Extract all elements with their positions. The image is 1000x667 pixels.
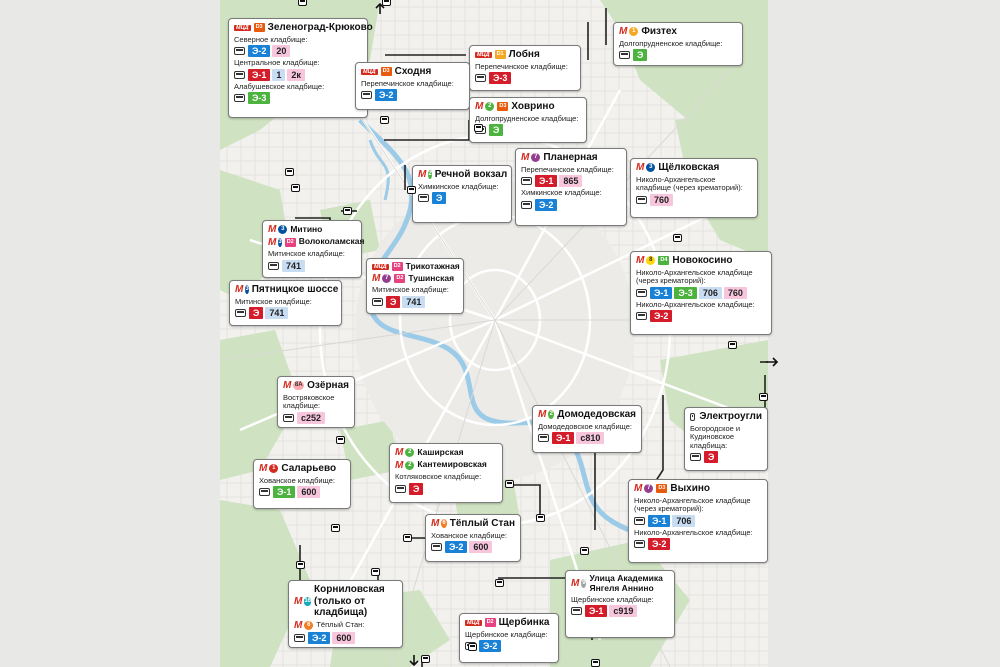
station-name: Трикотажная (405, 261, 460, 271)
route-badge[interactable]: Э-1 (585, 605, 607, 617)
route-list (259, 486, 345, 498)
station-name: Домодедовская (557, 409, 636, 420)
cemetery-name: Северное кладбище: (234, 34, 308, 44)
mcd-line-badge: D2 (486, 619, 494, 626)
metro-line-badge: 7 (531, 153, 540, 162)
metro-line-badge: 8 (646, 256, 655, 265)
route-badge[interactable]: Э-3 (674, 287, 696, 299)
bus-stop-icon[interactable] (291, 184, 300, 192)
station-title (372, 273, 458, 285)
bus-icon (268, 262, 279, 270)
route-badge[interactable]: 600 (469, 541, 492, 553)
cemetery-name: Митинское кладбище: (235, 296, 312, 306)
route-badge[interactable]: 706 (699, 287, 722, 299)
cemetery-name: Щербинское кладбище: (465, 629, 548, 639)
cemetery-name: Хованское кладбище: (259, 475, 335, 485)
station-title (283, 380, 349, 392)
station-title (294, 584, 397, 619)
mcd-line-badge: D3 (658, 485, 666, 492)
bus-icon (431, 543, 442, 551)
route-list (521, 199, 621, 211)
metro-line-badge: 6 (304, 621, 313, 630)
arrow-down-icon (409, 655, 419, 667)
bus-stop-icon[interactable] (759, 393, 768, 401)
route-badge[interactable]: Э (489, 124, 503, 136)
station-title (465, 617, 553, 629)
bus-stop-icon[interactable] (331, 524, 340, 532)
bus-icon (571, 607, 582, 615)
station-name: Планерная (543, 152, 598, 163)
metro-line-badge: 3 (278, 238, 282, 245)
station-name: Физтех (641, 26, 677, 37)
route-badge[interactable]: 865 (559, 175, 582, 187)
station-card-rechnoy[interactable] (412, 165, 512, 223)
metro-line-badge: 3 (245, 286, 249, 293)
metro-line-badge: 6 (442, 520, 446, 527)
station-card-mitino[interactable] (262, 220, 365, 278)
route-list (521, 175, 621, 187)
cemetery-name: Николо-Архангельское кладбище (через крематорий): (636, 267, 753, 286)
bus-stop-icon[interactable] (285, 168, 294, 176)
route-badge[interactable]: Э (633, 49, 647, 61)
transfer-station-name: Тёплый Стан: (316, 619, 365, 629)
station-card-teplystan[interactable] (425, 514, 521, 562)
mcd-line-badge: D3 (255, 24, 263, 31)
station-name: Новокосино (672, 255, 733, 266)
metro-logo-icon: M (235, 284, 243, 295)
bus-icon (636, 312, 647, 320)
station-name: Улица Академика Янгеля Аннино (589, 573, 663, 593)
station-name: Волоколамская (298, 236, 365, 247)
station-card-elektrougli[interactable] (684, 407, 768, 471)
route-badge[interactable]: 600 (332, 632, 355, 644)
mcd-line-badge: D2 (286, 238, 294, 245)
route-badge[interactable]: Э-1 (648, 515, 670, 527)
route-list (395, 483, 497, 495)
metro-logo-icon: M (571, 578, 579, 590)
bus-stop-icon[interactable] (505, 480, 514, 488)
bus-icon (418, 194, 429, 202)
station-name: Пятницкое шоссе (251, 284, 339, 295)
route-list (475, 124, 581, 136)
station-title (234, 22, 373, 34)
metro-line-badge: 7 (382, 274, 391, 283)
station-card-skhodnya[interactable] (355, 62, 470, 110)
bus-stop-icon[interactable] (591, 659, 600, 667)
cemetery-name: Николо-Архангельское кладбище: (634, 527, 753, 537)
route-badge[interactable]: Э-2 (535, 199, 557, 211)
bus-stop-icon[interactable] (580, 547, 589, 555)
station-card-kashirskaya[interactable] (389, 443, 503, 503)
station-name: Корниловская (только от кладбища) (314, 584, 385, 618)
mcd-logo-icon: МЦД (363, 68, 376, 75)
metro-logo-icon: M (636, 162, 644, 173)
metro-logo-icon: M (395, 447, 403, 458)
bus-icon (234, 71, 245, 79)
cemetery-name: Николо-Архангельское кладбище: (636, 299, 755, 309)
metro-logo-icon: M (418, 169, 426, 180)
station-title (395, 447, 497, 459)
route-badge[interactable]: с919 (609, 605, 637, 617)
metro-logo-icon: M (268, 224, 276, 235)
route-list (690, 451, 762, 463)
cemetery-name: Перепечинское кладбище: (475, 61, 568, 71)
cemetery-name: Востряковское кладбище: (283, 392, 335, 411)
cemetery-name: Алабушевское кладбище: (234, 81, 325, 91)
station-title (431, 518, 515, 530)
station-name: Митино (290, 223, 323, 234)
route-badge[interactable]: Э (249, 307, 263, 319)
station-name: Лобня (508, 49, 540, 60)
bus-stop-icon[interactable] (336, 436, 345, 444)
route-badge[interactable]: Э-3 (489, 72, 511, 84)
bus-icon (234, 47, 245, 55)
route-list (234, 45, 362, 57)
mcd-line-badge: D3 (499, 103, 507, 110)
bus-stop-icon[interactable] (380, 116, 389, 124)
station-title (268, 236, 365, 249)
metro-line-badge: 3 (278, 225, 287, 234)
station-card-lobnya[interactable] (469, 45, 581, 91)
arrow-right-icon (766, 357, 780, 367)
route-badge[interactable]: Э-1 (535, 175, 557, 187)
station-title (619, 26, 737, 38)
metro-logo-icon: M (521, 152, 529, 163)
station-name: Озёрная (307, 380, 349, 391)
station-title (538, 409, 636, 421)
bus-stop-icon[interactable] (673, 234, 682, 242)
metro-line-badge: 2 (428, 171, 432, 178)
route-badge[interactable]: Э-2 (308, 632, 330, 644)
mcd-line-badge: D3 (382, 68, 390, 75)
mcd-logo-icon: МЦД (236, 24, 249, 31)
route-badge[interactable]: 600 (297, 486, 320, 498)
station-name: Тёплый Стан (449, 518, 515, 529)
bus-icon (294, 634, 305, 642)
mcd-logo-icon: МЦД (467, 619, 480, 626)
cemetery-name: Николо-Архангельское кладбище (через крематорий): (634, 495, 751, 514)
station-card-pyatnitskoe[interactable] (229, 280, 342, 326)
arrow-up-icon (375, 2, 385, 14)
metro-line-badge: 1 (629, 27, 638, 36)
station-title (418, 169, 506, 181)
metro-line-badge: 2 (405, 461, 414, 470)
metro-logo-icon: M (619, 26, 627, 37)
bus-stop-icon[interactable] (421, 655, 430, 663)
route-badge[interactable]: Э-2 (650, 310, 672, 322)
cemetery-name: Митинское кладбище: (268, 249, 345, 258)
mcd-line-badge: D2 (393, 263, 401, 270)
route-list (372, 296, 458, 308)
route-badge[interactable]: Э-1 (273, 486, 295, 498)
route-list (234, 69, 362, 81)
station-name: Выхино (670, 483, 710, 494)
route-list (636, 194, 752, 206)
station-card-domodedovskaya[interactable] (532, 405, 642, 453)
bus-icon (235, 309, 246, 317)
route-badge[interactable]: Э (704, 451, 718, 463)
route-badge[interactable]: 2к (287, 69, 305, 81)
bus-icon (234, 94, 245, 102)
cemetery-name: Долгопрудненское кладбище: (619, 38, 723, 48)
bus-stop-icon[interactable] (474, 124, 483, 132)
route-list (235, 307, 336, 319)
cemetery-name: Котляковское кладбище: (395, 472, 482, 481)
station-card-yangel[interactable] (565, 570, 675, 638)
metro-line-badge: 16 (304, 597, 312, 604)
metro-logo-icon: M (636, 255, 644, 266)
station-card-ozernaya[interactable] (277, 376, 355, 428)
station-name: Кантемировская (417, 459, 487, 470)
metro-logo-icon: M (395, 459, 403, 471)
route-badge[interactable]: Э-1 (552, 432, 574, 444)
bus-icon (395, 485, 406, 493)
route-badge[interactable]: с252 (297, 412, 325, 424)
metro-line-badge: 9 (582, 580, 586, 587)
cemetery-name: Перепечинское кладбище: (361, 78, 454, 88)
cemetery-name: Щербинское кладбище: (571, 594, 654, 604)
route-badge[interactable]: Э (432, 192, 446, 204)
bus-icon (636, 289, 647, 297)
bus-stop-icon[interactable] (407, 186, 416, 194)
metro-logo-icon: M (294, 619, 302, 631)
metro-logo-icon: M (259, 463, 267, 474)
station-title (571, 574, 669, 594)
metro-logo-icon: M (268, 236, 276, 248)
train-icon (690, 413, 695, 421)
metro-logo-icon: M (538, 409, 546, 420)
bus-icon (634, 540, 645, 548)
bus-stop-icon[interactable] (296, 561, 305, 569)
station-card-shchelkovskaya[interactable] (630, 158, 758, 218)
route-list (634, 538, 762, 550)
mcd-line-badge: D2 (396, 275, 404, 282)
route-list (418, 192, 506, 204)
bus-icon (636, 196, 647, 204)
bus-icon (690, 453, 701, 461)
metro-line-badge: 8А (294, 382, 303, 389)
route-badge[interactable]: 706 (672, 515, 695, 527)
route-badge[interactable]: Э-2 (445, 541, 467, 553)
metro-line-badge: 1 (269, 464, 278, 473)
station-card-vykhino[interactable] (628, 479, 768, 563)
cemetery-name: Центральное кладбище: (234, 58, 320, 68)
cemetery-name: Перепечинское кладбище: (521, 164, 614, 174)
bus-stop-icon[interactable] (468, 643, 477, 651)
station-card-kornilovskaya[interactable] (288, 580, 403, 648)
station-card-zelenograd[interactable] (228, 18, 373, 118)
route-badge[interactable]: с810 (576, 432, 604, 444)
bus-stop-icon[interactable] (371, 568, 380, 576)
route-badge[interactable]: Э-2 (479, 640, 501, 652)
station-title (268, 224, 356, 236)
station-name: Каширская (417, 446, 464, 457)
metro-line-badge: 2 (405, 448, 414, 457)
route-list (538, 432, 636, 444)
route-badge[interactable]: Э (386, 296, 400, 308)
bus-stop-icon[interactable] (403, 534, 412, 542)
metro-line-badge: 2 (549, 411, 553, 418)
metro-logo-icon: M (431, 518, 439, 529)
station-title (636, 255, 766, 267)
station-title (521, 152, 621, 164)
transfer-station (294, 620, 397, 632)
cemetery-name: Домодедовское кладбище: (538, 421, 632, 431)
mcd-line-badge: D4 (660, 257, 668, 264)
station-title (259, 463, 345, 475)
metro-logo-icon: M (283, 380, 291, 391)
station-name: Речной вокзал (434, 169, 508, 180)
metro-line-badge: 3 (646, 163, 655, 172)
station-card-novokosino[interactable] (630, 251, 772, 335)
station-title (361, 66, 464, 78)
station-card-fiztekh[interactable] (613, 22, 743, 66)
route-list (465, 640, 553, 652)
route-list (634, 515, 762, 527)
route-list (234, 92, 362, 104)
mcd-logo-icon: МЦД (477, 51, 490, 58)
route-badge[interactable]: 20 (272, 45, 290, 57)
route-list (636, 310, 766, 322)
cemetery-name: Богородское и Кудиновское кладбища: (690, 423, 741, 450)
route-badge[interactable]: Э-2 (648, 538, 670, 550)
station-title (395, 460, 497, 472)
metro-logo-icon: M (372, 272, 380, 284)
route-list (619, 49, 737, 61)
station-card-khovrino[interactable] (469, 97, 587, 143)
bus-stop-icon[interactable] (495, 579, 504, 587)
route-badge[interactable]: Э-1 (248, 69, 270, 81)
bus-stop-icon[interactable] (536, 514, 545, 522)
route-list (283, 412, 349, 424)
route-badge[interactable]: 1 (272, 69, 285, 81)
station-name: Ховрино (511, 101, 555, 112)
route-list (431, 541, 515, 553)
station-name: Щербинка (498, 617, 550, 628)
route-badge[interactable]: Э-2 (248, 45, 270, 57)
station-card-salarevo[interactable] (253, 459, 351, 509)
station-title (690, 411, 762, 423)
metro-line-badge: 2 (485, 102, 494, 111)
route-badge[interactable]: Э (409, 483, 423, 495)
cemetery-name: Долгопрудненское кладбище: (475, 113, 579, 123)
cemetery-name: Химкинское кладбище: (521, 188, 602, 198)
station-name: Щёлковская (658, 162, 720, 173)
route-badge[interactable]: Э-3 (248, 92, 270, 104)
metro-logo-icon: M (294, 595, 302, 607)
cemetery-name: Хованское кладбище: (431, 530, 507, 540)
station-title (235, 284, 339, 296)
bus-icon (538, 434, 549, 442)
station-title (475, 49, 575, 61)
bus-icon (521, 201, 532, 209)
station-title (475, 101, 581, 113)
route-list (571, 605, 669, 617)
metro-logo-icon: M (475, 101, 483, 112)
route-badge[interactable]: 760 (650, 194, 673, 206)
bus-icon (372, 298, 383, 306)
station-name: Саларьево (281, 463, 337, 474)
station-title (636, 162, 752, 174)
bus-icon (283, 414, 294, 422)
bus-stop-icon[interactable] (728, 341, 737, 349)
station-name: Зеленоград-Крюково (267, 22, 373, 33)
bus-icon (259, 488, 270, 496)
bus-icon (475, 74, 486, 82)
station-title (634, 483, 762, 495)
cemetery-name: Химкинское кладбище: (418, 181, 499, 191)
bus-icon (361, 91, 372, 99)
route-badge[interactable]: 760 (724, 287, 747, 299)
route-list (268, 260, 356, 272)
station-name: Тушинская (408, 272, 455, 283)
station-title (372, 262, 458, 272)
station-card-trikotazhnaya[interactable] (366, 258, 464, 314)
bus-icon (634, 517, 645, 525)
route-badge[interactable]: 741 (265, 307, 288, 319)
mcd-line-badge: D1 (496, 51, 504, 58)
route-badge[interactable]: 741 (402, 296, 425, 308)
route-badge[interactable]: Э-2 (375, 89, 397, 101)
bus-icon (619, 51, 630, 59)
station-card-shcherbinka[interactable] (459, 613, 559, 663)
route-list (294, 632, 397, 644)
station-name: Электроугли (699, 411, 762, 422)
route-badge[interactable]: 741 (282, 260, 305, 272)
bus-stop-icon[interactable] (298, 0, 307, 6)
station-name: Сходня (394, 66, 432, 77)
route-badge[interactable]: Э-1 (650, 287, 672, 299)
metro-line-badge: 7 (644, 484, 653, 493)
bus-stop-icon[interactable] (343, 207, 352, 215)
cemetery-name: Николо-Архангельское кладбище (через крематорий): (636, 174, 743, 193)
mcd-logo-icon: МЦД (374, 263, 387, 270)
route-list (361, 89, 464, 101)
route-list (636, 287, 766, 299)
route-list (475, 72, 575, 84)
station-card-planernaya[interactable] (515, 148, 627, 226)
cemetery-name: Митинское кладбище: (372, 285, 449, 295)
metro-logo-icon: M (634, 483, 642, 494)
bus-icon (521, 177, 532, 185)
